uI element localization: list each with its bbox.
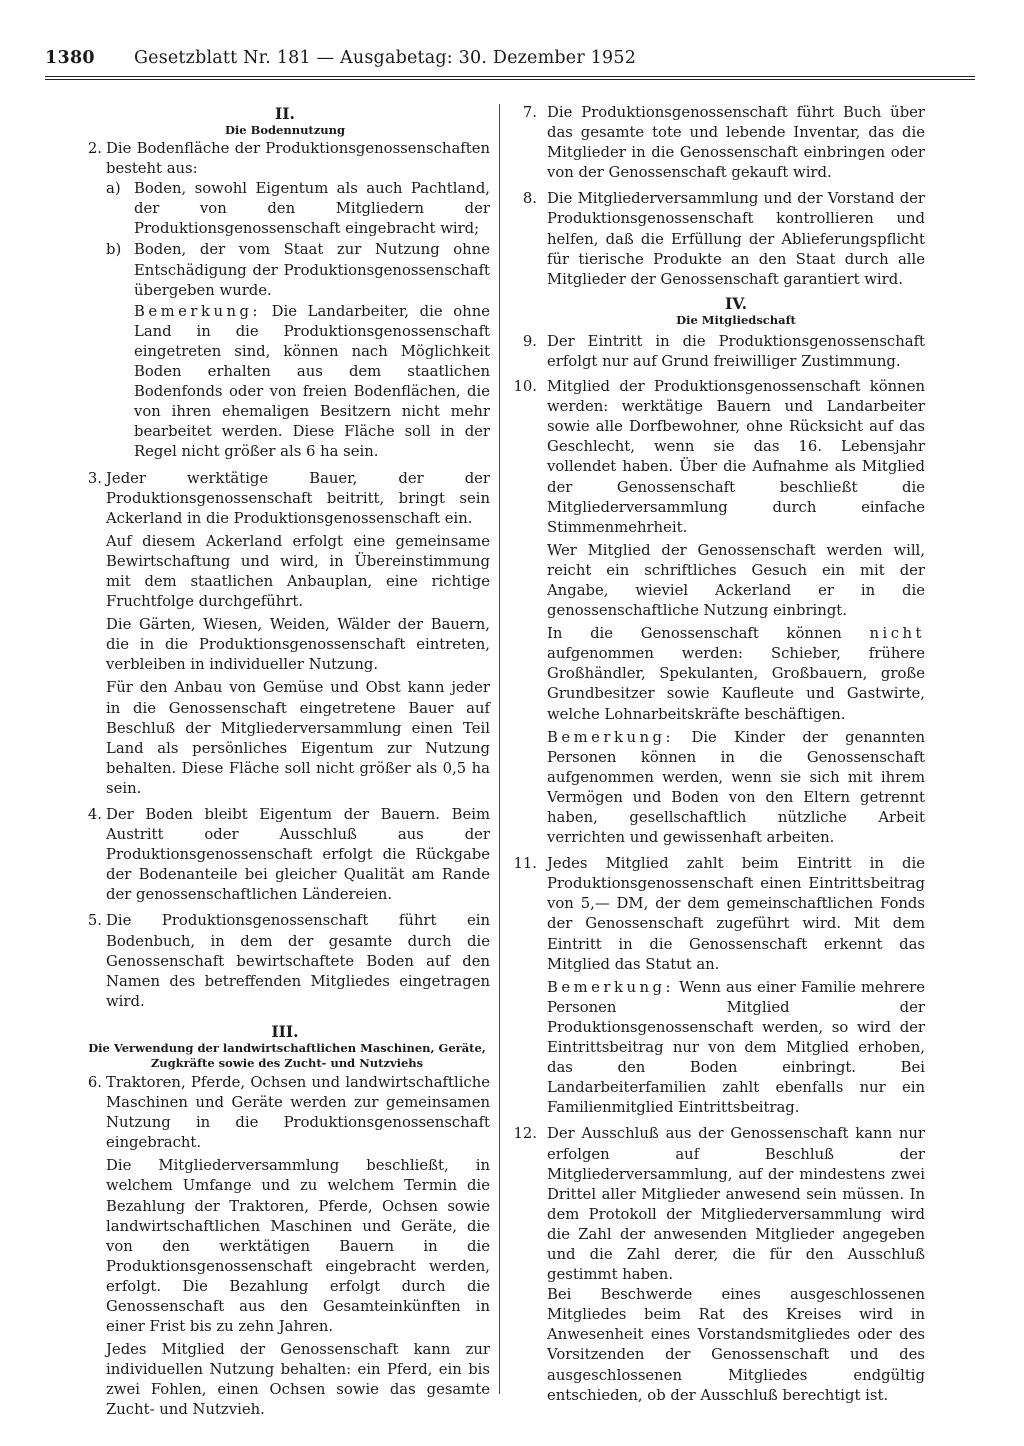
remark-text: Die Kinder der genannten Personen können in die Genossenschaft aufgenommen werden, wenn sie sich mit ihrem Vermögen und Boden von den Eltern getrennt haben, gesellschaftlich nützliche Arbeit verrichten und gewissenhaft arbeiten. bbox=[547, 728, 925, 847]
section-title-bodennutzung: Die Bodennutzung bbox=[224, 123, 346, 137]
paragraph-text: Bei Beschwerde eines ausgeschlossenen Mitgliedes beim Rat des Kreises wird in Anwesenheit eines Vorstandsmitgliedes oder des Vorsitzenden der Genossenschaft und des ausgeschlossenen Mitgliedes endgültig entschieden, ob der Ausschluß berechtigt ist. bbox=[547, 1286, 925, 1404]
paragraph-text: Für den Anbau von Gemüse und Obst kann jeder in die Genossenschaft eingetretene Bauer auf Beschluß der Mitgliederversammlung einen Teil Land als persönliches Eigentum zur Nutzung behalten. Diese Fläche soll nicht größer als 0,5 ha sein. bbox=[106, 679, 490, 797]
page-number: 1380 bbox=[45, 48, 95, 68]
paragraph-11 bbox=[505, 854, 925, 1118]
text-run: aufgenommen werden: Schieber, frühere Großhändler, Spekulanten, Großbauern, große Grundbesitzer sowie Kaufleute und Gastwirte, welche Lohnarbeitskräfte beschäftigen. bbox=[547, 645, 925, 723]
right-column bbox=[505, 103, 925, 1410]
paragraph-text: Mitglied der Produktionsgenossenschaft können werden: werktätige Bauern und Landarbeiter sowie alle Dorfbewohner, ohne Rücksicht auf das Geschlecht, wenn sie das 16. Lebensjahr vollendet haben. Über die Aufnahme als Mitglied der Genossenschaft beschließt die Mitgliederversammlung durch einfache Stimmenmehrheit. bbox=[547, 378, 925, 536]
remark-label: Bemerkung: bbox=[547, 728, 674, 746]
remark bbox=[547, 978, 925, 1119]
paragraph-text: Auf diesem Ackerland erfolgt eine gemeinsame Bewirtschaftung und wird, in Übereinstimmung mit dem staatlichen Anbauplan, eine richtige Fruchtfolge durchgeführt. bbox=[106, 532, 490, 611]
paragraph-5 bbox=[80, 911, 490, 1011]
header-title: Gesetzblatt Nr. 181 — Ausgabetag: 30. Dezember 1952 bbox=[133, 48, 637, 68]
paragraph-number: 9. bbox=[522, 332, 537, 350]
paragraph-text: Die Bodenfläche der Produktionsgenossenschaften besteht aus: bbox=[106, 140, 490, 178]
paragraph-text: Die Mitgliederversammlung und der Vorstand der Produktionsgenossenschaft kontrollieren und helfen, daß die Erfüllung der Ablieferungspflicht für tierische Produkte an den Staat durch alle Mitglieder der Genossenschaft garantiert wird. bbox=[547, 190, 925, 288]
sub-item-text: Boden, der vom Staat zur Nutzung ohne Entschädigung der Produktionsgenossenschaft übergeben wurde. bbox=[134, 241, 490, 299]
paragraph-6 bbox=[80, 1073, 490, 1421]
paragraph-number: 11. bbox=[513, 855, 537, 873]
remark-label: Bemerkung: bbox=[547, 978, 674, 996]
sub-item-label: a) bbox=[106, 180, 121, 198]
remark bbox=[547, 728, 925, 849]
remark bbox=[106, 302, 490, 463]
header-rule-top bbox=[45, 76, 975, 77]
paragraph-text: Jedes Mitglied der Genossenschaft kann zur individuellen Nutzung behalten: ein Pferd, ein bis zwei Fohlen, einen Ochsen sowie das gesamte Zucht- und Nutzvieh. bbox=[106, 1341, 490, 1419]
paragraph-number: 5. bbox=[87, 912, 102, 930]
paragraph-3 bbox=[80, 469, 490, 800]
paragraph-text: Die Produktionsgenossenschaft führt Buch über das gesamte tote und lebende Inventar, das die Mitglieder in die Genossenschaft einbringen oder von der Genossenschaft gekauft wird. bbox=[547, 104, 925, 182]
header-rule-bottom bbox=[45, 79, 975, 80]
paragraph-text: Die Mitgliederversammlung beschließt, in welchem Umfange und zu welchem Termin die Bezahlung der Traktoren, Pferde, Ochsen sowie landwirtschaftlichen Maschinen und Geräte, die von den werktätigen Bauern in die Produktionsgenossenschaft eingebracht werden, erfolgt. Die Bezahlung erfolgt durch die Genossenschaft aus den Gesamteinkünften in einer Frist bis zu zehn Jahren. bbox=[106, 1157, 490, 1336]
paragraph-number: 4. bbox=[87, 806, 102, 823]
remark-text: Wenn aus einer Familie mehrere Personen Mitglied der Produktionsgenossenschaft werden, so wird der Eintrittsbeitrag nur von dem Mitglied erhoben, das den Boden einbringt. Bei Landarbeiterfamilien zahlt ebenfalls nur ein Familienmitglied Eintrittsbeitrag. bbox=[547, 978, 925, 1117]
paragraph-text: Jeder werktätige Bauer, der der Produktionsgenossenschaft beitritt, bringt sein Ackerland in die Produktionsgenossenschaft ein. bbox=[106, 469, 490, 527]
section-number-iii: III. bbox=[271, 1021, 299, 1041]
paragraph-number: 10. bbox=[513, 378, 537, 396]
paragraph-text: Der Ausschluß aus der Genossenschaft kann nur erfolgen auf Beschluß der Mitgliederversammlung, auf der mindestens zwei Drittel aller Mitglieder anwesend sein müssen. In dem Protokoll der Mitgliederversammlung wird die Zahl der anwesenden Mitglieder angegeben und die Zahl derer, die für den Ausschluß gestimmt haben. bbox=[547, 1125, 925, 1284]
column-divider bbox=[499, 104, 500, 1394]
remark-text: Die Landarbeiter, die ohne Land in die Produktionsgenossenschaft eingetreten sind, können nach Möglichkeit Boden erhalten aus dem staatlichen Bodenfonds oder von freien Bodenflächen, die von ihren ehemaligen Besitzern nicht mehr bearbeitet werden. Diese Fläche soll in der Regel nicht größer als 6 ha sein. bbox=[134, 302, 490, 461]
sub-item-b bbox=[106, 240, 490, 300]
paragraph-number: 2. bbox=[87, 140, 102, 157]
section-title-mitgliedschaft: Die Mitgliedschaft bbox=[676, 312, 796, 327]
sub-item-a bbox=[106, 179, 490, 239]
paragraph-text: Der Eintritt in die Produktionsgenossenschaft erfolgt nur auf Grund freiwilliger Zustimmung. bbox=[547, 332, 925, 370]
paragraph-text bbox=[547, 624, 925, 724]
paragraph-number: 3. bbox=[87, 469, 102, 487]
paragraph-9 bbox=[505, 332, 925, 372]
paragraph-text: Die Produktionsgenossenschaft führt ein Bodenbuch, in dem der gesamte durch die Genossenschaft bewirtschaftete Boden auf den Namen des betreffenden Mitgliedes eingetragen wird. bbox=[106, 912, 490, 1010]
paragraph-10 bbox=[505, 377, 925, 848]
section-title-maschinen: Die Verwendung der landwirtschaftlichen Maschinen, Geräte, Zugkräfte sowie des Zucht- und Nutzviehs bbox=[88, 1040, 486, 1070]
sub-item-label: b) bbox=[106, 241, 122, 259]
left-column bbox=[80, 100, 490, 1425]
section-number-ii: II. bbox=[275, 104, 295, 123]
paragraph-4 bbox=[80, 805, 490, 905]
sub-item-text: Boden, sowohl Eigentum als auch Pachtland, der von den Mitgliedern der Produktionsgenossenschaft eingebracht wird; bbox=[134, 180, 490, 238]
paragraph-number: 6. bbox=[87, 1073, 102, 1091]
paragraph-text: Traktoren, Pferde, Ochsen und landwirtschaftliche Maschinen und Geräte werden zur gemeinsamen Nutzung in die Produktionsgenossenschaft eingebracht. bbox=[106, 1073, 490, 1152]
paragraph-number: 8. bbox=[522, 190, 537, 208]
emphasis-nicht: nicht bbox=[869, 625, 925, 643]
paragraph-7 bbox=[505, 103, 925, 183]
text-run: In die Genossenschaft können bbox=[547, 625, 842, 643]
paragraph-number: 7. bbox=[522, 104, 537, 121]
paragraph-8 bbox=[505, 189, 925, 289]
paragraph-text: Jedes Mitglied zahlt beim Eintritt in die Produktionsgenossenschaft einen Eintrittsbeitrag von 5,— DM, der dem gemeinschaftlichen Fonds der Genossenschaft zugeführt wird. Mit dem Eintritt in die Genossenschaft erkennt das Mitglied das Statut an. bbox=[547, 855, 925, 973]
remark-label: Bemerkung: bbox=[134, 302, 261, 320]
paragraph-text: Der Boden bleibt Eigentum der Bauern. Beim Austritt oder Ausschluß aus der Produktionsgenossenschaft erfolgt die Rückgabe der Bodenanteile bei gleicher Qualität am Rande der genossenschaftlichen Ländereien. bbox=[106, 806, 490, 904]
paragraph-2 bbox=[80, 139, 490, 463]
paragraph-number: 12. bbox=[513, 1125, 537, 1143]
paragraph-12 bbox=[505, 1124, 925, 1405]
section-number-iv: IV. bbox=[725, 293, 747, 313]
paragraph-text: Die Gärten, Wiesen, Weiden, Wälder der Bauern, die in die Produktionsgenossenschaft eintreten, verbleiben in individueller Nutzung. bbox=[106, 616, 490, 674]
paragraph-text: Wer Mitglied der Genossenschaft werden will, reicht ein schriftliches Gesuch ein mit der Angabe, wieviel Ackerland er in die genossenschaftliche Nutzung einbringt. bbox=[547, 541, 925, 620]
page-header bbox=[45, 48, 725, 72]
